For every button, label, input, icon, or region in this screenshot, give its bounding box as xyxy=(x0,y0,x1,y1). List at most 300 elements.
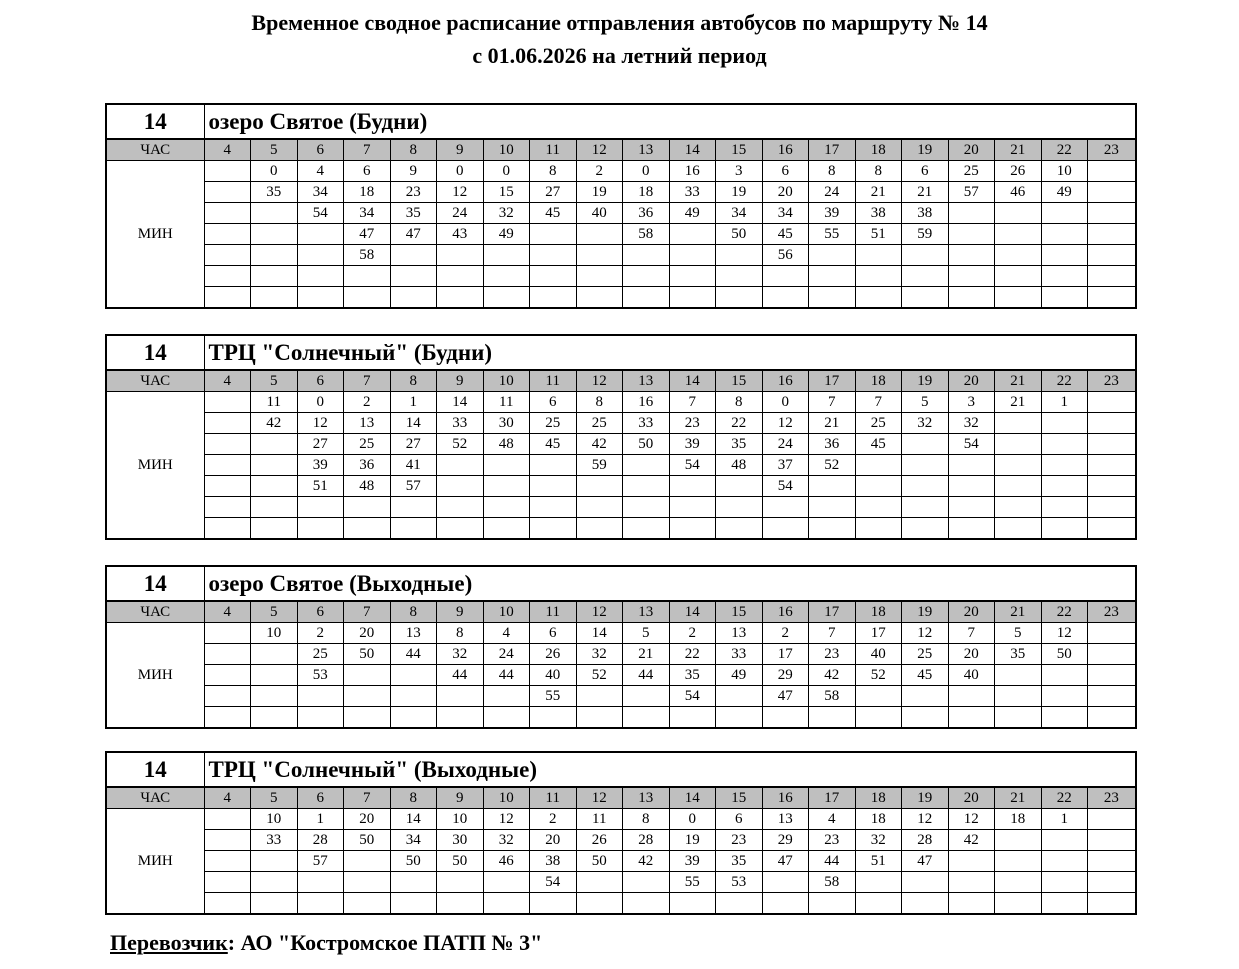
minute-cell xyxy=(204,161,251,182)
minute-cell: 6 xyxy=(902,161,949,182)
minute-cell: 2 xyxy=(344,392,391,413)
minute-cell: 57 xyxy=(297,851,344,872)
minute-cell xyxy=(204,476,251,497)
minute-cell xyxy=(297,497,344,518)
minute-cell xyxy=(204,623,251,644)
minute-cell xyxy=(576,872,623,893)
minute-cell xyxy=(902,497,949,518)
minute-cell xyxy=(576,497,623,518)
minute-cell xyxy=(251,497,298,518)
minute-cell xyxy=(437,893,484,915)
minute-cell xyxy=(204,809,251,830)
minute-cell xyxy=(251,518,298,540)
minute-cell: 59 xyxy=(576,455,623,476)
minute-cell: 23 xyxy=(669,413,716,434)
minute-cell xyxy=(1088,851,1136,872)
minute-cell: 0 xyxy=(297,392,344,413)
minute-cell xyxy=(251,707,298,729)
hour-cell: 12 xyxy=(576,370,623,392)
minute-cell: 27 xyxy=(530,182,577,203)
schedule-table xyxy=(105,103,1137,309)
minute-cell xyxy=(948,266,995,287)
minute-cell xyxy=(855,686,902,707)
minute-cell: 21 xyxy=(902,182,949,203)
minute-cell xyxy=(948,455,995,476)
minute-cell: 14 xyxy=(390,413,437,434)
minute-cell xyxy=(762,893,809,915)
minute-cell: 57 xyxy=(390,476,437,497)
minute-cell xyxy=(762,707,809,729)
hour-label: ЧАС xyxy=(106,370,204,392)
hour-cell: 7 xyxy=(344,370,391,392)
minute-cell xyxy=(483,872,530,893)
minute-cell xyxy=(855,245,902,266)
minute-cell xyxy=(855,497,902,518)
minute-cell: 54 xyxy=(948,434,995,455)
route-number: 14 xyxy=(106,752,204,787)
minute-cell: 42 xyxy=(809,665,856,686)
minute-cell xyxy=(344,707,391,729)
minute-cell xyxy=(948,518,995,540)
minute-cell xyxy=(623,455,670,476)
minute-cell: 55 xyxy=(809,224,856,245)
minute-cell: 35 xyxy=(995,644,1042,665)
minute-cell: 35 xyxy=(669,665,716,686)
hour-cell: 12 xyxy=(576,139,623,161)
minute-cell xyxy=(251,287,298,309)
minute-cell xyxy=(437,872,484,893)
minute-cell xyxy=(483,476,530,497)
minute-cell: 34 xyxy=(390,830,437,851)
minute-cell xyxy=(902,455,949,476)
minutes-label: МИН xyxy=(106,809,204,915)
hour-cell: 11 xyxy=(530,139,577,161)
hour-cell: 7 xyxy=(344,139,391,161)
minute-cell xyxy=(530,497,577,518)
schedule-table xyxy=(105,334,1137,540)
minute-cell: 49 xyxy=(669,203,716,224)
minute-cell: 12 xyxy=(948,809,995,830)
minute-cell: 38 xyxy=(530,851,577,872)
hour-cell: 13 xyxy=(623,601,670,623)
minute-cell xyxy=(1041,518,1088,540)
minute-cell: 6 xyxy=(716,809,763,830)
minute-cell: 8 xyxy=(716,392,763,413)
minute-cell xyxy=(995,413,1042,434)
minute-cell: 30 xyxy=(437,830,484,851)
hour-cell: 7 xyxy=(344,601,391,623)
minute-cell xyxy=(204,455,251,476)
minute-cell xyxy=(344,287,391,309)
minutes-row xyxy=(106,455,1136,476)
hour-cell: 20 xyxy=(948,601,995,623)
minute-cell xyxy=(948,707,995,729)
hour-cell: 7 xyxy=(344,787,391,809)
hour-cell: 6 xyxy=(297,370,344,392)
minute-cell: 50 xyxy=(390,851,437,872)
minute-cell xyxy=(437,476,484,497)
hour-cell: 5 xyxy=(251,370,298,392)
hour-cell: 11 xyxy=(530,370,577,392)
minute-cell xyxy=(483,455,530,476)
minutes-row xyxy=(106,224,1136,245)
minute-cell: 32 xyxy=(437,644,484,665)
minute-cell xyxy=(1088,266,1136,287)
minute-cell: 14 xyxy=(576,623,623,644)
minute-cell xyxy=(1041,497,1088,518)
minute-cell: 52 xyxy=(437,434,484,455)
minute-cell xyxy=(1088,161,1136,182)
minute-cell xyxy=(204,830,251,851)
hour-cell: 5 xyxy=(251,601,298,623)
minute-cell xyxy=(204,686,251,707)
minute-cell xyxy=(1088,413,1136,434)
minute-cell xyxy=(251,851,298,872)
minute-cell: 7 xyxy=(948,623,995,644)
minute-cell: 54 xyxy=(669,455,716,476)
minute-cell: 18 xyxy=(855,809,902,830)
minute-cell: 5 xyxy=(623,623,670,644)
minute-cell: 6 xyxy=(344,161,391,182)
minute-cell: 42 xyxy=(251,413,298,434)
minute-cell: 45 xyxy=(902,665,949,686)
minute-cell xyxy=(204,851,251,872)
minute-cell xyxy=(1041,434,1088,455)
hour-cell: 6 xyxy=(297,139,344,161)
minute-cell: 26 xyxy=(576,830,623,851)
minute-cell: 11 xyxy=(483,392,530,413)
minute-cell: 38 xyxy=(902,203,949,224)
minute-cell: 0 xyxy=(251,161,298,182)
route-number: 14 xyxy=(106,104,204,139)
minute-cell: 16 xyxy=(669,161,716,182)
minute-cell xyxy=(251,872,298,893)
minute-cell xyxy=(576,224,623,245)
minute-cell: 35 xyxy=(716,851,763,872)
hour-cell: 5 xyxy=(251,787,298,809)
minute-cell: 20 xyxy=(344,809,391,830)
minute-cell xyxy=(855,518,902,540)
minute-cell xyxy=(204,497,251,518)
minutes-row xyxy=(106,644,1136,665)
minute-cell xyxy=(576,476,623,497)
minute-cell xyxy=(1088,224,1136,245)
minute-cell: 21 xyxy=(995,392,1042,413)
minute-cell: 46 xyxy=(995,182,1042,203)
minute-cell: 8 xyxy=(809,161,856,182)
minute-cell: 12 xyxy=(297,413,344,434)
minute-cell: 6 xyxy=(762,161,809,182)
minute-cell: 53 xyxy=(297,665,344,686)
minute-cell xyxy=(1041,686,1088,707)
hour-cell: 22 xyxy=(1041,787,1088,809)
minute-cell xyxy=(297,224,344,245)
minute-cell: 4 xyxy=(297,161,344,182)
route-number: 14 xyxy=(106,335,204,370)
minute-cell xyxy=(995,830,1042,851)
minute-cell: 33 xyxy=(251,830,298,851)
minute-cell xyxy=(251,224,298,245)
minute-cell xyxy=(483,266,530,287)
minute-cell xyxy=(948,872,995,893)
minute-cell xyxy=(530,245,577,266)
minute-cell: 17 xyxy=(855,623,902,644)
minute-cell xyxy=(390,686,437,707)
minute-cell: 20 xyxy=(344,623,391,644)
minute-cell: 24 xyxy=(483,644,530,665)
minute-cell xyxy=(1088,893,1136,915)
minute-cell: 52 xyxy=(576,665,623,686)
minute-cell xyxy=(204,872,251,893)
hour-cell: 23 xyxy=(1088,601,1136,623)
hour-cell: 17 xyxy=(809,370,856,392)
hour-cell: 22 xyxy=(1041,601,1088,623)
minute-cell xyxy=(716,707,763,729)
minute-cell: 0 xyxy=(762,392,809,413)
hour-cell: 17 xyxy=(809,139,856,161)
carrier-footer xyxy=(110,930,542,956)
minute-cell xyxy=(437,518,484,540)
minute-cell xyxy=(902,287,949,309)
minute-cell: 47 xyxy=(902,851,949,872)
page-title: Временное сводное расписание отправления автобусов по маршруту № 14 xyxy=(251,10,988,35)
minute-cell xyxy=(251,476,298,497)
hour-cell: 18 xyxy=(855,370,902,392)
route-direction-title: озеро Святое (Будни) xyxy=(204,104,1136,139)
minutes-row xyxy=(106,182,1136,203)
minute-cell: 59 xyxy=(902,224,949,245)
minute-cell xyxy=(204,203,251,224)
minute-cell xyxy=(530,518,577,540)
minute-cell xyxy=(530,455,577,476)
minute-cell: 52 xyxy=(855,665,902,686)
minute-cell: 26 xyxy=(530,644,577,665)
minute-cell xyxy=(995,497,1042,518)
minute-cell xyxy=(1088,665,1136,686)
route-direction-title: ТРЦ "Солнечный" (Будни) xyxy=(204,335,1136,370)
minute-cell: 25 xyxy=(297,644,344,665)
minute-cell: 25 xyxy=(576,413,623,434)
hour-cell: 20 xyxy=(948,787,995,809)
minute-cell xyxy=(855,455,902,476)
minute-cell: 56 xyxy=(762,245,809,266)
minute-cell: 58 xyxy=(623,224,670,245)
minute-cell xyxy=(948,893,995,915)
minutes-label: МИН xyxy=(106,623,204,729)
minute-cell: 40 xyxy=(948,665,995,686)
minute-cell: 8 xyxy=(623,809,670,830)
minute-cell: 51 xyxy=(855,224,902,245)
minute-cell xyxy=(204,287,251,309)
hour-cell: 16 xyxy=(762,370,809,392)
minute-cell xyxy=(902,686,949,707)
minute-cell: 12 xyxy=(902,623,949,644)
minute-cell: 39 xyxy=(809,203,856,224)
minute-cell xyxy=(1041,287,1088,309)
hour-cell: 19 xyxy=(902,139,949,161)
minute-cell xyxy=(855,287,902,309)
minute-cell xyxy=(948,497,995,518)
minute-cell xyxy=(995,476,1042,497)
minute-cell: 47 xyxy=(762,686,809,707)
minute-cell xyxy=(855,893,902,915)
minute-cell xyxy=(483,497,530,518)
minutes-row xyxy=(106,893,1136,915)
minute-cell: 54 xyxy=(669,686,716,707)
hour-cell: 9 xyxy=(437,139,484,161)
minute-cell xyxy=(948,224,995,245)
minute-cell xyxy=(297,518,344,540)
minute-cell xyxy=(1088,830,1136,851)
minute-cell: 18 xyxy=(995,809,1042,830)
minute-cell xyxy=(669,224,716,245)
minute-cell xyxy=(995,707,1042,729)
minute-cell: 50 xyxy=(437,851,484,872)
hour-cell: 9 xyxy=(437,787,484,809)
minute-cell xyxy=(204,266,251,287)
minute-cell: 33 xyxy=(716,644,763,665)
minute-cell xyxy=(251,644,298,665)
minute-cell: 18 xyxy=(623,182,670,203)
minute-cell: 45 xyxy=(855,434,902,455)
minute-cell xyxy=(483,287,530,309)
route-direction-title: ТРЦ "Солнечный" (Выходные) xyxy=(204,752,1136,787)
minute-cell xyxy=(623,287,670,309)
minute-cell xyxy=(437,245,484,266)
minute-cell xyxy=(204,392,251,413)
minute-cell: 51 xyxy=(855,851,902,872)
minute-cell: 54 xyxy=(762,476,809,497)
minute-cell: 58 xyxy=(809,686,856,707)
minutes-row xyxy=(106,392,1136,413)
minutes-row xyxy=(106,245,1136,266)
minute-cell xyxy=(948,203,995,224)
minutes-row xyxy=(106,413,1136,434)
minute-cell: 7 xyxy=(669,392,716,413)
minute-cell xyxy=(204,434,251,455)
minute-cell xyxy=(669,266,716,287)
minute-cell: 21 xyxy=(623,644,670,665)
minute-cell: 22 xyxy=(716,413,763,434)
hour-cell: 10 xyxy=(483,139,530,161)
minute-cell xyxy=(669,497,716,518)
minute-cell xyxy=(251,455,298,476)
minute-cell xyxy=(576,893,623,915)
minute-cell: 54 xyxy=(297,203,344,224)
minute-cell: 55 xyxy=(530,686,577,707)
minute-cell: 47 xyxy=(762,851,809,872)
minute-cell: 33 xyxy=(669,182,716,203)
minute-cell: 8 xyxy=(437,623,484,644)
minute-cell xyxy=(390,245,437,266)
minute-cell xyxy=(623,707,670,729)
minute-cell xyxy=(809,518,856,540)
minute-cell: 28 xyxy=(623,830,670,851)
minute-cell: 11 xyxy=(251,392,298,413)
minute-cell xyxy=(902,266,949,287)
minute-cell: 24 xyxy=(809,182,856,203)
minute-cell xyxy=(576,287,623,309)
minute-cell: 30 xyxy=(483,413,530,434)
minute-cell: 44 xyxy=(390,644,437,665)
minute-cell xyxy=(1041,476,1088,497)
minute-cell xyxy=(623,497,670,518)
minute-cell: 46 xyxy=(483,851,530,872)
minute-cell: 42 xyxy=(623,851,670,872)
minute-cell: 6 xyxy=(530,623,577,644)
minute-cell xyxy=(1088,518,1136,540)
minute-cell: 1 xyxy=(1041,392,1088,413)
minute-cell xyxy=(809,497,856,518)
minute-cell xyxy=(995,224,1042,245)
minute-cell: 13 xyxy=(762,809,809,830)
minute-cell xyxy=(1088,245,1136,266)
minute-cell xyxy=(344,266,391,287)
minute-cell xyxy=(623,872,670,893)
minutes-row xyxy=(106,872,1136,893)
minute-cell xyxy=(762,872,809,893)
minute-cell xyxy=(1041,266,1088,287)
minute-cell: 51 xyxy=(297,476,344,497)
minute-cell xyxy=(995,203,1042,224)
minute-cell xyxy=(762,266,809,287)
minute-cell xyxy=(855,872,902,893)
minute-cell xyxy=(1041,203,1088,224)
minute-cell: 20 xyxy=(948,644,995,665)
minute-cell xyxy=(204,413,251,434)
minute-cell xyxy=(204,893,251,915)
minute-cell: 12 xyxy=(1041,623,1088,644)
minute-cell: 28 xyxy=(297,830,344,851)
minute-cell: 0 xyxy=(623,161,670,182)
minute-cell xyxy=(204,182,251,203)
hour-cell: 13 xyxy=(623,787,670,809)
minute-cell xyxy=(902,476,949,497)
hour-cell: 21 xyxy=(995,787,1042,809)
minute-cell: 25 xyxy=(948,161,995,182)
minute-cell: 19 xyxy=(669,830,716,851)
minute-cell: 4 xyxy=(809,809,856,830)
hour-cell: 20 xyxy=(948,139,995,161)
minute-cell xyxy=(483,686,530,707)
minute-cell: 27 xyxy=(297,434,344,455)
minute-cell: 3 xyxy=(716,161,763,182)
hour-cell: 16 xyxy=(762,787,809,809)
hour-cell: 21 xyxy=(995,370,1042,392)
minute-cell: 32 xyxy=(948,413,995,434)
hour-cell: 15 xyxy=(716,601,763,623)
minute-cell: 53 xyxy=(716,872,763,893)
minute-cell: 18 xyxy=(344,182,391,203)
minutes-row xyxy=(106,623,1136,644)
minute-cell: 23 xyxy=(716,830,763,851)
minute-cell: 36 xyxy=(623,203,670,224)
minute-cell xyxy=(251,893,298,915)
minute-cell: 50 xyxy=(344,830,391,851)
minute-cell xyxy=(344,851,391,872)
minute-cell: 27 xyxy=(390,434,437,455)
minute-cell xyxy=(530,224,577,245)
hour-cell: 8 xyxy=(390,370,437,392)
minute-cell xyxy=(1088,497,1136,518)
minute-cell xyxy=(1041,455,1088,476)
minute-cell: 44 xyxy=(483,665,530,686)
minute-cell: 32 xyxy=(902,413,949,434)
hour-cell: 10 xyxy=(483,787,530,809)
minute-cell: 45 xyxy=(530,203,577,224)
minute-cell: 41 xyxy=(390,455,437,476)
hour-cell: 6 xyxy=(297,601,344,623)
